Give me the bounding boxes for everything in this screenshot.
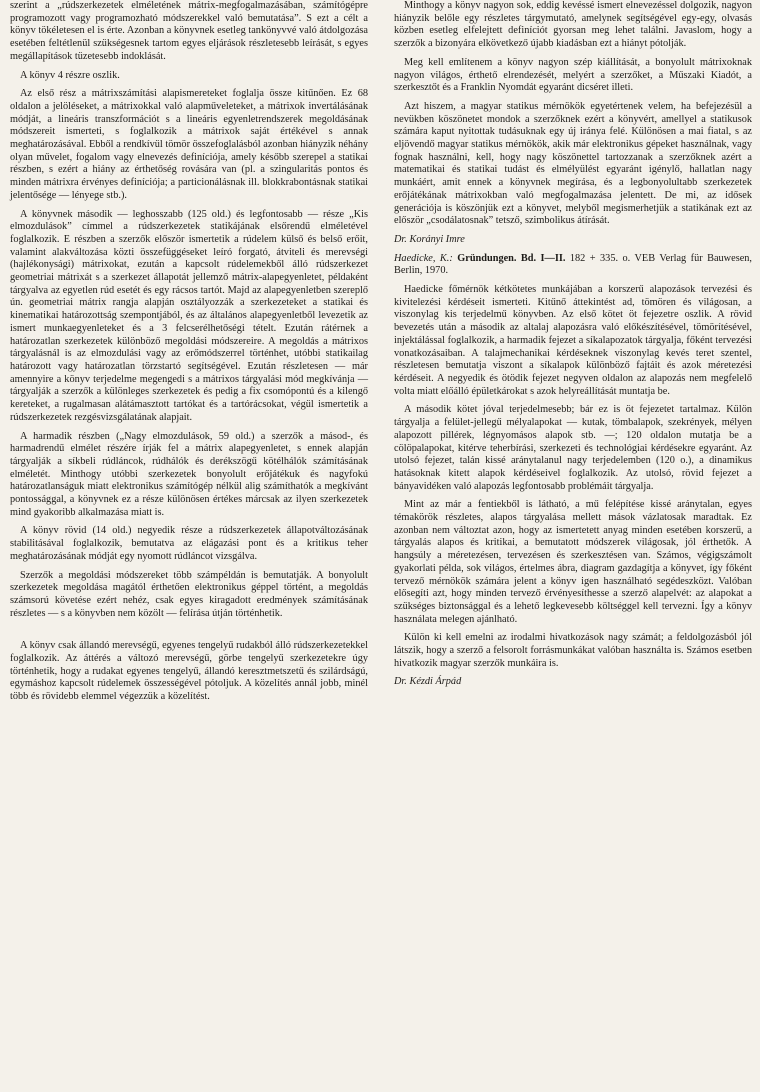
paragraph: A könyvnek második — leghosszabb (125 old.) és legfontosabb — része „Kis elmozdulások” címmel a rúdszerkezetek statikájának elsőrendű elméletével foglalkozik. E részben a szerzők először ismertetik a rúdelem külső és belső erőit, valamint alakváltozása közti összefüggéseket leíró forgató, átviteli és merevségi (hajlékonysági) mátrixokat, ezután a kapcsolt rúdelemekből álló rúdszerkezet geometriai mátrixát s a szerkezet állapotát jellemző mátrix-alapegyenletet, példaként tárgyalva az egyetlen rúd esetét és egy rácsos tartót. Majd az alapegyenletben szereplő ún. geometriai mátrix rangja alapján osztályozzák a szerkezeteket a statikai és kinematikai határozottság szempontjából, és az általános alapegyenletből levezetik az ismert munkaegyenleteket és a 3 felcserélhetőségi tételt. Ezután rátérnek a határozatlan szerkezetek különböző megoldási módszereire. A megoldás a mátrixos tárgyalásnál is az elmozdulási vagy az erőmódszerrel történhet, utóbbi statikailag határozott vagy határozatlan törzstartó segítségével. Ezután részletesen — már amennyire a könyv terjedelme megengedi s a mátrixos tárgyalási mód megkívánja — tárgyalják a szerzők a különleges szerkezetek és pedig a fix csomópontú és a kilengő kereteket, a rugalmasan alátámasztott tartókat és a tartórácsokat, végül ismertetik a rúdszerkezetek rezgésvizsgálatának alapjait. bbox=[10, 208, 368, 423]
paragraph: Meg kell említenem a könyv nagyon szép kiállítását, a bonyolult mátrixoknak nagyon világos, érthető elrendezését, melyért a szerzőket, a Műszaki Kiadót, a szerkesztőt és a Franklin Nyomdát egyaránt dicséret illeti. bbox=[394, 56, 752, 94]
paragraph: Mint az már a fentiekből is látható, a mű felépítése kissé aránytalan, egyes témakörök részletes, alapos tárgyalása mellett mások vázlatosak maradtak. Ez azonban nem változtat azon, hogy az ismertetett anyag minden esetében korszerű, a tárgyalás alapos és kritikai, a bemutatott módszerek világosak, jól érthetők. A hangsúly a méretezésen, tervezésen és szerkesztésen van. Számos, végigszámolt gyakorlati példa, sok világos, értelmes ábra, diagram gazdagítja a könyvet, így főként tervező mérnökök számára jelent a könyv igen használható segédeszközt. Valóban elősegíti azt, hogy minden tervező érvényesíthesse a szerző alapelvét: az alapokat a szükséges biztonsággal és a lehető legkevesebb költséggel kell tervezni. Így a könyv használata melegen ajánlható. bbox=[394, 499, 752, 625]
paragraph: A könyv csak állandó merevségű, egyenes tengelyű rudakból álló rúdszerkezetekkel foglalkozik. Az áttérés a változó merevségű, görbe tengelyű szerkezetekre úgy történhetik, hogy a rudakat egyenes tengelyű, állandó keresztmetszetű és szilárdságú, egymáshoz kapcsolt rúdelemek összességével pótoljuk. A közelítés annál jobb, minél több és rövidebb elemmel végezzük a közelítést. bbox=[10, 640, 368, 703]
paragraph: Minthogy a könyv nagyon sok, eddig kevéssé ismert elnevezéssel dolgozik, nagyon hiányzik belőle egy részletes tárgymutató, amelynek segítségével egy-egy, olvasás közben esetleg elfelejtett definíciót gyorsan meg lehet találni. Javaslom, hogy a szerzők a bizonyára elkövetkező újabb kiadásban ezt a hiányt pótolják. bbox=[394, 0, 752, 50]
paragraph: Az első rész a mátrixszámítási alapismereteket foglalja össze kitűnően. Ez 68 oldalon a jelöléseket, a mátrixokkal való alapműveleteket, a mátrixok invertálásának módját, a lineáris transzformációt s a lineáris egyenletrendszerek megoldásának módszereit ismerteti, s foglalkozik a mátrixok saját értékével s annak meghatározásával. Ebből a rendkívül tömör összefoglalásból azonban hiányzik néhány olyan művelet, fogalom vagy elnevezés definíciója, amely később szerepel a statikai részben, s ezért a hiány az érthetőség rovására van (pl. a szingularitás pontos és minden mátrixra érvényes definíciója; a particionálásnak ill. blokkrabontásnak statikai jelentősége — lényege stb.). bbox=[10, 88, 368, 201]
book-details: 182 + 335. o. VEB Verlag für Bauwesen, Berlin, 1970. bbox=[394, 252, 752, 277]
paragraph: A második kötet jóval terjedelmesebb; bár ez is öt fejezetet tartalmaz. Külön tárgyalja a felület-jellegű mélyalapokat — kutak, tömbalapok, szekrények, mélyen alapozott pillérek, légnyomásos alapok stb. —; 120 oldalon mutatja be a cölöpalapokat, kitérve teherbírási, szerkezeti és technológiai kérdésekre egyaránt. Az utolsó fejezet, talán kissé aránytalanul nagy terjedelemben (120 o.), a dinamikus hatásoknak kitett alapok kérdéseivel foglalkozik. Az utolsó, rövid fejezet a bányavidéken való alapozás legfontosabb problémáit tárgyalja. bbox=[394, 404, 752, 492]
review-signature: Dr. Korányi Imre bbox=[394, 233, 465, 245]
paragraph: A harmadik részben („Nagy elmozdulások, 59 old.) a szerzők a másod-, és harmadrendű elmélet részére írják fel a mátrix alapegyenletet, s ennek alapján tárgyalják a síkbeli rúdláncok, rúdhálók és derékszögű kötélhálók számításának elméletét. Minthogy utóbbi szerkezetek bonyolult erőjátékuk és nagyfokú határozatlanságuk miatt elektronikus számítógép nélkül alig számíthatók a megkívánt pontossággal, a könyvnek ez a része különösen értékes márcsak az ilyen szerkezetek mind gyakoribb alkalmazása miatt is. bbox=[10, 430, 368, 518]
paragraph: Külön ki kell emelni az irodalmi hivatkozások nagy számát; a feldolgozásból jól látszik, hogy a szerző a felsorolt forrásmunkákat valóban használta is. Számos esetben hivatkozik magyar szerzők munkáira is. bbox=[394, 632, 752, 669]
paragraph: szerint a „rúdszerkezetek elméletének mátrix-megfogalmazásában, számítógépre programozott vagy programozható módszerekkel való bemutatása”. S ezt a célt a könyv tökéletesen el is érte. Azonban a könyvnek esetleg tankönyvvé való átdolgozása esetében feltétlenül szükségesnek tartom egyes eljárások részletesebb leírását, s egyes megállapítások tüzetesebb indoklását. bbox=[10, 0, 368, 62]
book-title: Gründungen. Bd. I—II. bbox=[457, 252, 566, 264]
right-column bbox=[394, 0, 752, 1092]
paragraph: Szerzők a megoldási módszereket több számpéldán is bemutatják. A bonyolult szerkezetek megoldása magától érthetően elektronikus géppel történt, a megoldás számsorú követése ezért nehéz, csak egyes kiragadott eredmények számításának részletes — s a könyvben nem közölt — felírása útján történhetik. bbox=[10, 569, 368, 619]
review-signature: Dr. Kézdi Árpád bbox=[394, 676, 462, 688]
paragraph: Azt hiszem, a magyar statikus mérnökök egyetértenek velem, ha befejezésül a nevükben köszönetet mondok a szerzőknek ezért a könyvért, amellyel a statikusok számára kaput nyitottak tudásuknak egy új iránya felé. Különösen a mai fiatal, s az eljövendő magyar statikus mérnökök, akik már elektronikus gépeket használnak, vagy fognak használni, kell, hogy nagy köszönettel tartozzanak a szerzőknek azért a matematikai és statikai tudást és elmélyülést egyaránt igénylő, hallatlan nagy munkáért, amit ennek a könyvnek megírása, és a legbonyolultabb szerkezetek erőjátékának mátrixokban való megfogalmazása jelentett. De mi, az idősek generációja is köszönjük ezt a könyvet, melyből megismerhetjük a statikának ezt az először „csodálatosnak” tetsző, szimbolikus átírását. bbox=[394, 100, 752, 227]
paragraph: A könyv rövid (14 old.) negyedik része a rúdszerkezetek állapotváltozásának stabilitásával foglalkozik, bemutatva az elágazási pont és a kritikus teher meghatározásának módját egy nyomott rúdláncot vizsgálva. bbox=[10, 525, 368, 562]
book-author: Haedicke, K.: bbox=[394, 252, 453, 264]
book-reference bbox=[394, 253, 752, 278]
paragraph: A könyv 4 részre oszlik. bbox=[20, 69, 120, 81]
left-column bbox=[10, 0, 368, 1092]
paragraph: Haedicke főmérnök kétkötetes munkájában a korszerű alapozások tervezési és kivitelezési kérdéseit ismerteti. Kitűnő áttekintést ad, tömören és világosan, a viszonylag kis terjedelmű könyvben. Az első kötet öt fejezetre oszlik. A rövid bevezetés után a második az altalaj alapozásra való előkészítésével, tömörítésével, injektálással foglalkozik, a harmadik fejezet a síkalapozatok tárgyalja, főként tervezési vonatkozásaiban. A talajmechanikai kérdéseknek viszonylag kevés teret szentel, részletesen bemutatja viszont a síkalapok különböző fajtáit és azok méretezési kérdéseit. A negyedik és ötödik fejezet negyven oldalon az alapozás nem megfelelő volta miatt előálló épületkárokat s azok helyreállítását muntatja be. bbox=[394, 284, 752, 397]
